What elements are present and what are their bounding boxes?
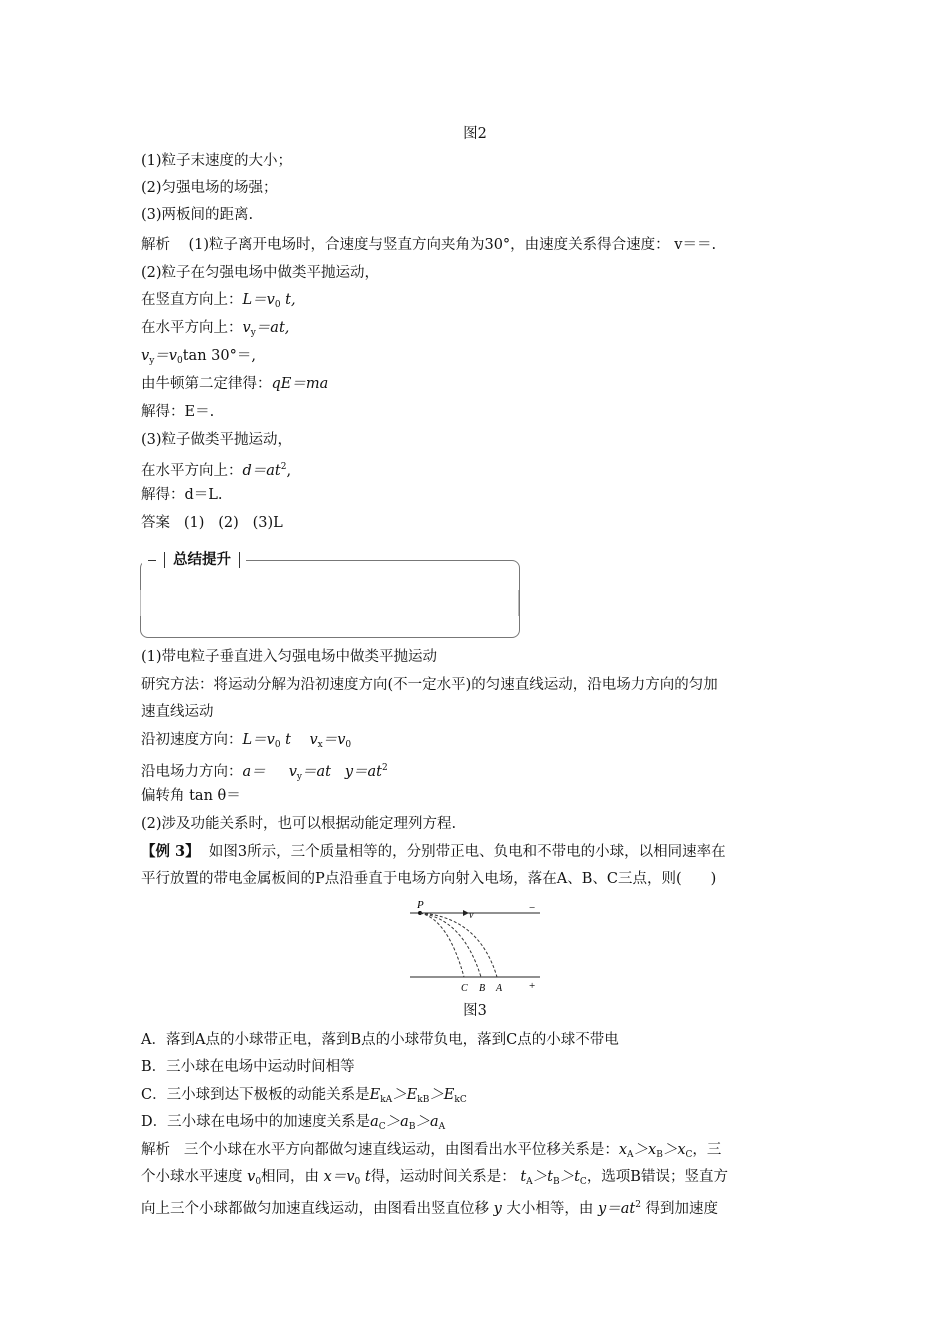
equation: qE＝ma xyxy=(271,376,329,392)
subscript: C xyxy=(685,1150,693,1160)
solution-line-5 xyxy=(141,346,256,371)
solution-line-8: (3)粒子做类平抛运动， xyxy=(141,432,293,448)
answer-1: (1) xyxy=(183,515,205,531)
equation: y＝at xyxy=(344,764,382,780)
text: ，选项B错误；竖直方 xyxy=(586,1169,728,1185)
subscript: A xyxy=(526,1177,533,1187)
trajectory-B xyxy=(420,913,481,977)
label-A: A xyxy=(496,983,503,993)
equation: y＝at xyxy=(598,1201,636,1217)
subscript: 0 xyxy=(274,740,281,750)
analysis-line-2 xyxy=(141,1167,728,1192)
solution-line-10: 解得：d＝L. xyxy=(141,487,223,503)
equation: t xyxy=(520,1169,527,1185)
text: 个小球水平速度 xyxy=(141,1169,243,1185)
text: 沿电场力方向： xyxy=(141,764,243,780)
option-B: B．三小球在电场中运动时间相等 xyxy=(141,1059,355,1075)
subscript: kC xyxy=(454,1095,467,1105)
example-3-line-2: 平行放置的带电金属板间的P点沿垂直于电场方向射入电场，落在A、B、C三点，则( ) xyxy=(141,871,717,887)
equation: t, xyxy=(285,292,296,308)
analysis-head: 解析 xyxy=(141,1142,170,1158)
superscript: 2 xyxy=(635,1200,641,1210)
equation: ＞a xyxy=(415,1114,439,1130)
subscript: B xyxy=(656,1150,663,1160)
equation: ＞x xyxy=(633,1142,657,1158)
equation: L＝v xyxy=(242,292,275,308)
equation: ＞x xyxy=(662,1142,686,1158)
analysis-line-3 xyxy=(141,1195,718,1219)
subscript: 0 xyxy=(177,356,183,366)
text: 得到加速度 xyxy=(645,1201,719,1217)
text: 三个小球在水平方向都做匀速直线运动，由图看出水平位移关系是： xyxy=(183,1142,619,1158)
label-plus: + xyxy=(529,980,536,992)
text: 沿初速度方向： xyxy=(141,732,243,748)
equation: ＝v xyxy=(322,732,346,748)
summary-title-text: 总结提升 xyxy=(173,552,231,568)
solution-line-7: 解得：E＝. xyxy=(141,404,215,420)
subscript: y xyxy=(250,328,256,338)
solution-line-3 xyxy=(141,290,296,315)
solution-line-1 xyxy=(141,235,716,255)
summary-line-5 xyxy=(141,758,388,787)
example-3-line-1 xyxy=(141,842,726,862)
equation: ＞t xyxy=(532,1169,553,1185)
text: 大小相等，由 xyxy=(506,1201,594,1217)
subscript: B xyxy=(552,1177,560,1187)
equation: ＞E xyxy=(392,1087,418,1103)
equation: a xyxy=(370,1114,379,1130)
equation: ＞a xyxy=(385,1114,409,1130)
subscript: 0 xyxy=(345,740,352,750)
summary-box xyxy=(140,560,520,638)
text: 在竖直方向上： xyxy=(141,292,243,308)
summary-right-mark xyxy=(518,590,519,616)
equation: t xyxy=(285,732,291,748)
option-C xyxy=(141,1085,467,1110)
figure-2-caption: 图2 xyxy=(463,126,487,142)
text: , xyxy=(286,463,292,479)
equation: d＝at xyxy=(242,463,281,479)
equation: y xyxy=(493,1201,502,1217)
subscript: 0 xyxy=(274,300,281,310)
answer-line xyxy=(141,513,283,533)
label-B: B xyxy=(479,983,486,993)
text: D．三小球在电场中的加速度关系是 xyxy=(141,1114,371,1130)
equation: ＝at, xyxy=(255,320,290,336)
text: 得，运动时间关系是： xyxy=(370,1169,516,1185)
question-3: (3)两板间的距离. xyxy=(141,207,254,223)
summary-title xyxy=(142,550,246,570)
text: 在水平方向上： xyxy=(141,463,243,479)
equation: ＞E xyxy=(429,1087,455,1103)
title-right-bar xyxy=(239,552,240,568)
superscript: 2 xyxy=(280,462,287,472)
summary-line-6: 偏转角 tan θ＝ xyxy=(141,788,241,804)
title-left-bar xyxy=(164,552,165,568)
example-tag: 【例 3】 xyxy=(141,843,200,860)
equation: ＝at xyxy=(302,764,331,780)
subscript: 0 xyxy=(354,1177,361,1187)
label-minus: − xyxy=(529,902,536,914)
summary-line-2: 研究方法：将运动分解为沿初速度方向(不一定水平)的匀速直线运动，沿电场力方向的匀加 xyxy=(141,677,718,693)
text: ，三 xyxy=(692,1142,722,1158)
subscript: x xyxy=(317,740,323,750)
subscript: C xyxy=(378,1122,386,1132)
solution-text: (1)粒子离开电场时，合速度与竖直方向夹角为30°，由速度关系得合速度： xyxy=(188,237,670,253)
label-P: P xyxy=(417,899,424,911)
answer-3: (3)L xyxy=(252,515,283,531)
answer-head: 答案 xyxy=(141,515,170,531)
equation: v xyxy=(247,1169,256,1185)
subscript: kA xyxy=(380,1095,393,1105)
subscript: B xyxy=(408,1122,416,1132)
answer-2: (2) xyxy=(218,515,239,531)
subscript: y xyxy=(149,356,155,366)
solution-line-9 xyxy=(141,457,291,481)
text: C．三小球到达下极板的动能关系是 xyxy=(141,1087,370,1103)
figure-3-diagram xyxy=(405,895,555,993)
text: 向上三个小球都做匀加速直线运动，由图看出竖直位移 xyxy=(141,1201,489,1217)
subscript: A xyxy=(627,1150,634,1160)
solution-line-6 xyxy=(141,374,328,394)
equation: v xyxy=(141,348,150,364)
equation: L＝v xyxy=(242,732,275,748)
solution-head: 解析 xyxy=(141,237,170,253)
summary-left-mark xyxy=(140,590,141,616)
solution-line-2: (2)粒子在匀强电场中做类平抛运动， xyxy=(141,265,380,281)
text: 在水平方向上： xyxy=(141,320,243,336)
trajectory-A xyxy=(420,913,497,977)
equation: tan 30°＝, xyxy=(182,348,256,364)
subscript: C xyxy=(579,1177,587,1187)
question-2: (2)匀强电场的场强； xyxy=(141,180,278,196)
option-D xyxy=(141,1112,445,1137)
solution-velocity: v＝＝. xyxy=(674,237,717,253)
question-1: (1)粒子末速度的大小； xyxy=(141,153,293,169)
equation: t xyxy=(364,1169,371,1185)
trajectory-C xyxy=(420,913,464,977)
subscript: 0 xyxy=(255,1177,262,1187)
subscript: kB xyxy=(417,1095,430,1105)
title-left-tick xyxy=(148,560,156,561)
label-C: C xyxy=(461,983,468,993)
equation: ＞t xyxy=(559,1169,580,1185)
subscript: A xyxy=(438,1122,446,1132)
equation: x xyxy=(618,1142,628,1158)
figure-3-caption: 图3 xyxy=(463,1003,487,1019)
text: 由牛顿第二定律得： xyxy=(141,376,272,392)
text: 相同，由 xyxy=(261,1169,320,1185)
equation: v xyxy=(309,732,318,748)
equation: x＝v xyxy=(323,1169,355,1185)
summary-line-1: (1)带电粒子垂直进入匀强电场中做类平抛运动 xyxy=(141,649,438,665)
option-A: A．落到A点的小球带正电，落到B点的小球带负电，落到C点的小球不带电 xyxy=(141,1032,619,1048)
label-v: v xyxy=(469,910,474,921)
superscript: 2 xyxy=(381,763,388,773)
subscript: y xyxy=(296,772,302,782)
equation: v xyxy=(288,764,297,780)
example-text: 如图3所示，三个质量相等的，分别带正电、负电和不带电的小球，以相同速率在 xyxy=(208,844,726,860)
equation: v xyxy=(242,320,251,336)
summary-line-7: (2)涉及功能关系时，也可以根据动能定理列方程. xyxy=(141,816,457,832)
summary-line-4 xyxy=(141,730,351,755)
summary-line-3: 速直线运动 xyxy=(141,704,214,720)
equation: E xyxy=(369,1087,381,1103)
equation: ＝v xyxy=(154,348,177,364)
analysis-line-1 xyxy=(141,1140,721,1165)
equation: a＝ xyxy=(242,764,266,780)
solution-line-4 xyxy=(141,318,289,343)
